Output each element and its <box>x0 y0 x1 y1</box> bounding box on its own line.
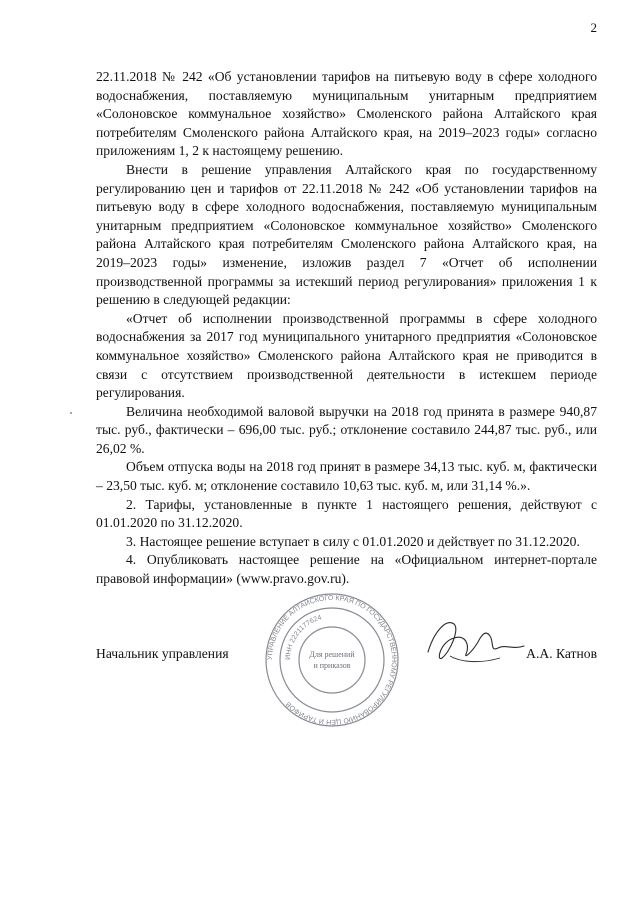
official-stamp <box>262 590 402 730</box>
paragraph-item-4: 4. Опубликовать настоящее решение на «Официальном интернет-портале правовой информации» (www.pravo.gov.ru). <box>96 552 597 587</box>
stamp-center-text-1: Для решений <box>309 650 355 659</box>
paragraph-report-quote: «Отчет об исполнении производственной программы в сфере холодного водоснабжения за 2017 год муниципального унитарного предприятия «Солоновское коммунальное хозяйство» Смоленского района Алтайского края не приводится в связи с отсутствием производственной деятельности в истекшем периоде регулирования. <box>96 310 597 401</box>
scan-speck <box>70 412 72 414</box>
handwritten-signature <box>420 612 530 672</box>
stamp-inn-text: ИНН 2221177624 <box>284 614 323 661</box>
paragraph-water-volume: Объем отпуска воды на 2018 год принят в размере 34,13 тыс. куб. м, фактически – 23,50 тыс. куб. м; отклонение составило 10,63 тыс. куб. м, или 31,14 %.». <box>96 459 597 494</box>
stamp-center-text-2: и приказов <box>313 661 351 670</box>
paragraph-item-2: 2. Тарифы, установленные в пункте 1 настоящего решения, действуют с 01.01.2020 по 31.12.2020. <box>96 496 597 531</box>
stamp-outer-text: УПРАВЛЕНИЕ АЛТАЙСКОГО КРАЯ ПО ГОСУДАРСТВЕННОМУ РЕГУЛИРОВАНИЮ ЦЕН И ТАРИФОВ <box>266 594 398 726</box>
document-body <box>96 68 597 589</box>
signatory-title: Начальник управления <box>96 646 229 661</box>
paragraph-item-3: 3. Настоящее решение вступает в силу с 01.01.2020 и действует по 31.12.2020. <box>126 533 580 549</box>
signatory-name: А.А. Катнов <box>526 646 597 661</box>
paragraph-amendment: Внести в решение управления Алтайского края по государственному регулированию цен и тарифов от 22.11.2018 № 242 «Об установлении тарифов на питьевую воду в сфере холодного водоснабжения, поставляемую муниципальным унитарным предприятием «Солоновское коммунальное хозяйство» Смоленского района Алтайского края потребителям Смоленского района Алтайского края, на 2019–2023 годы» изменение, изложив раздел 7 «Отчет об исполнении производственной программы за истекший период регулирования» приложения 1 к решению в следующей редакции: <box>96 161 597 308</box>
paragraph-revenue: Величина необходимой валовой выручки на 2018 год принята в размере 940,87 тыс. руб., фактически – 696,00 тыс. руб.; отклонение составило 244,87 тыс. руб., или 26,02 %. <box>96 403 597 456</box>
page-number: 2 <box>590 20 597 35</box>
svg-text:УПРАВЛЕНИЕ АЛТАЙСКОГО КРАЯ ПО <box>267 595 397 725</box>
paragraph-continuation: 22.11.2018 № 242 «Об установлении тарифов на питьевую воду в сфере холодного водоснабжения, поставляемую муниципальным унитарным предприятием «Солоновское коммунальное хозяйство» Смоленского района Алтайского края потребителям Смоленского района Алтайского края, на 2019–2023 годы» согласно приложениям 1, 2 к настоящему решению. <box>96 69 597 159</box>
